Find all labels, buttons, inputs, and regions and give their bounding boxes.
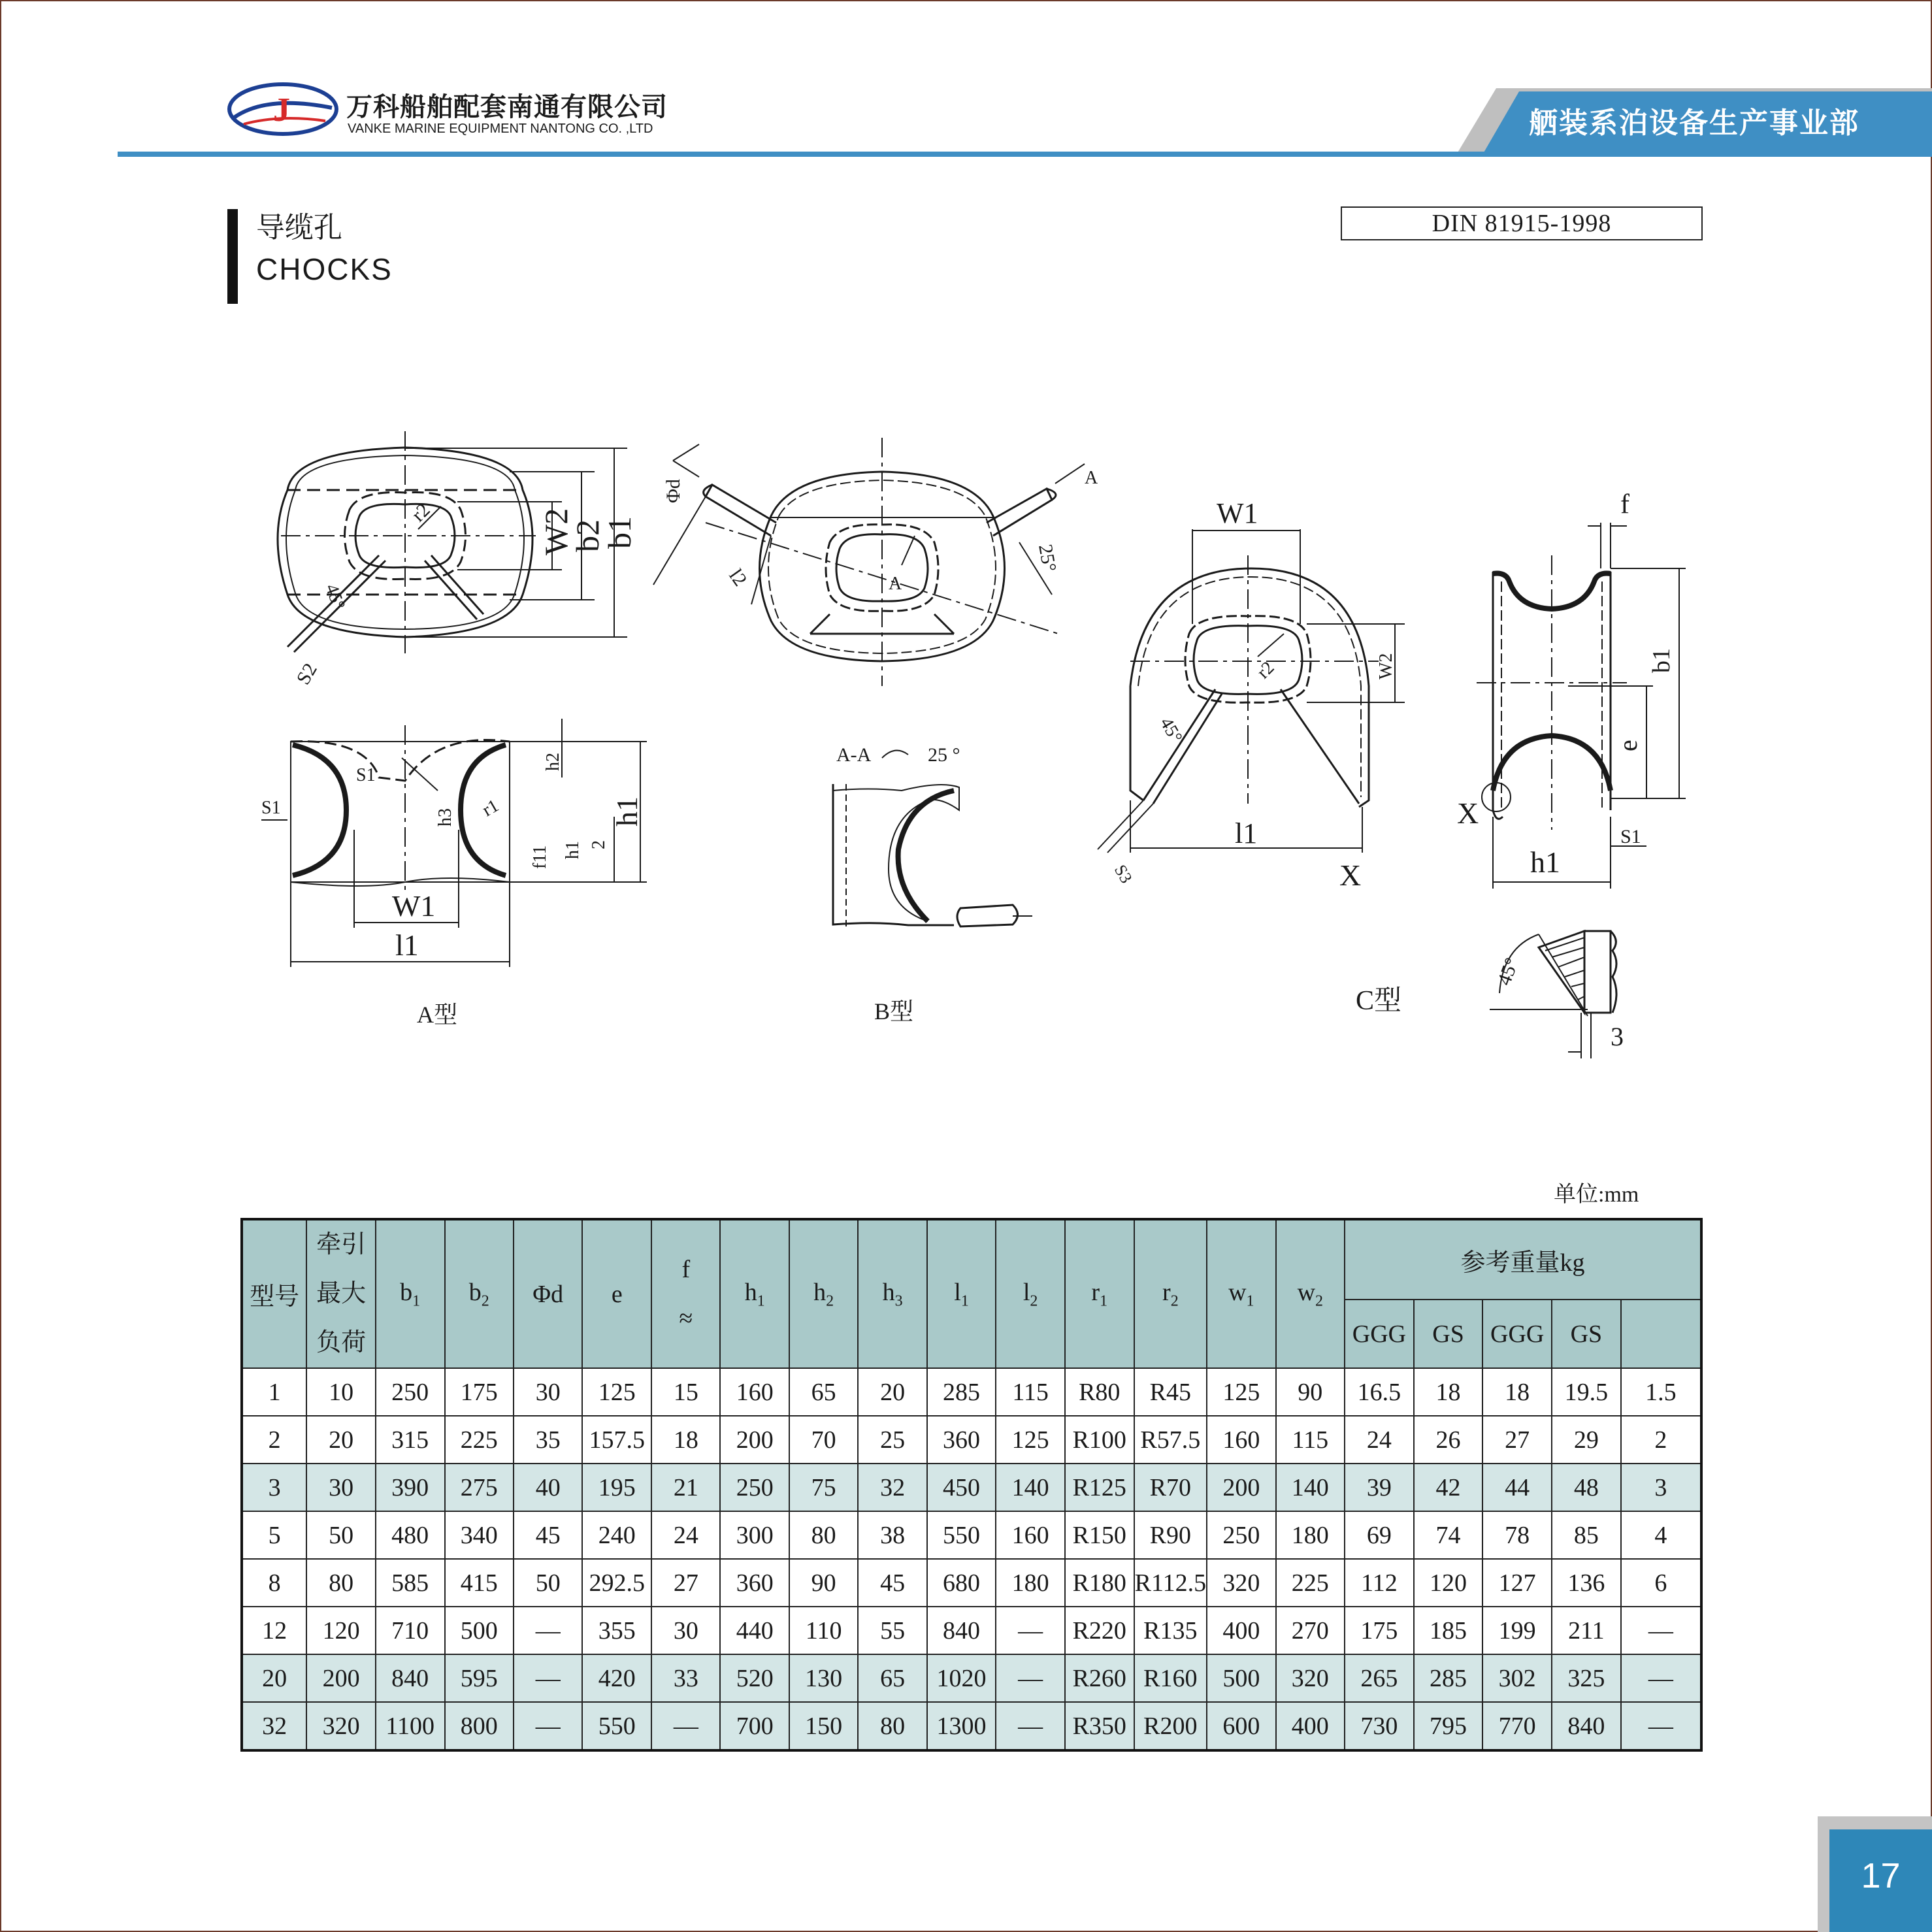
chocks-spec-table [240, 1218, 1703, 1752]
table-cell: R70 [1134, 1464, 1207, 1511]
table-cell: 285 [927, 1368, 996, 1416]
table-cell: 160 [996, 1511, 1064, 1559]
dim-l1-c: l1 [1235, 817, 1258, 849]
dim-e: e [1613, 740, 1643, 751]
table-row [242, 1559, 1701, 1607]
table-cell: 38 [858, 1511, 926, 1559]
table-row [242, 1464, 1701, 1511]
col-header-h2: $h_2$ [789, 1219, 858, 1368]
table-cell: 20 [306, 1416, 375, 1464]
table-cell: 415 [445, 1559, 514, 1607]
dim-b1: b1 [601, 516, 638, 549]
table-cell: 120 [306, 1607, 375, 1654]
table-cell: 16.5 [1345, 1368, 1414, 1416]
col-header-r2: $r_2$ [1134, 1219, 1207, 1368]
table-cell: 39 [1345, 1464, 1414, 1511]
table-cell: 40 [514, 1464, 582, 1511]
table-cell: 24 [651, 1511, 720, 1559]
type-a-side-view [261, 719, 647, 1028]
table-cell: 27 [1482, 1416, 1552, 1464]
table-cell: R160 [1134, 1654, 1207, 1702]
table-body [242, 1368, 1701, 1750]
table-cell: 32 [242, 1702, 306, 1750]
table-cell: 840 [927, 1607, 996, 1654]
table-cell: 270 [1276, 1607, 1345, 1654]
table-cell: 160 [720, 1368, 789, 1416]
table-cell: 400 [1207, 1607, 1275, 1654]
table-cell: 30 [514, 1368, 582, 1416]
dim-h1-a: h1 [610, 796, 644, 827]
table-cell: 3 [1621, 1464, 1701, 1511]
table-cell: 50 [514, 1559, 582, 1607]
table-cell: — [996, 1654, 1064, 1702]
dim-h1-half-num: h1 [563, 841, 583, 859]
table-cell: 320 [1207, 1559, 1275, 1607]
col-header-b2: $b_2$ [445, 1219, 514, 1368]
page-number: 17 [1861, 1856, 1901, 1895]
table-cell: 20 [242, 1654, 306, 1702]
table-cell: 20 [858, 1368, 926, 1416]
col-header-weight: 参考重量kg [1345, 1219, 1701, 1300]
table-cell: 1100 [376, 1702, 445, 1750]
table-cell: 800 [445, 1702, 514, 1750]
table-cell: 302 [1482, 1654, 1552, 1702]
table-cell: 80 [789, 1511, 858, 1559]
table-cell: 55 [858, 1607, 926, 1654]
table-cell: 125 [1207, 1368, 1275, 1416]
table-cell: R135 [1134, 1607, 1207, 1654]
table-cell: 125 [582, 1368, 651, 1416]
table-cell: 240 [582, 1511, 651, 1559]
dim-l2: l2 [725, 565, 751, 591]
table-cell: 30 [651, 1607, 720, 1654]
weld-detail-x [1490, 931, 1624, 1058]
dim-l1-a: l1 [395, 928, 419, 962]
table-cell: 24 [1345, 1416, 1414, 1464]
table-cell: 355 [582, 1607, 651, 1654]
table-cell: — [651, 1702, 720, 1750]
section-title-en: CHOCKS [256, 252, 393, 286]
dim-f11: f11 [530, 845, 550, 869]
table-cell: R350 [1065, 1702, 1134, 1750]
dim-s1-a2: S1 [356, 765, 376, 785]
col-header-max-load: 牵引 最大 负荷 [306, 1219, 375, 1368]
table-cell: 390 [376, 1464, 445, 1511]
table-cell: 27 [651, 1559, 720, 1607]
table-row [242, 1368, 1701, 1416]
section-title-cn: 导缆孔 [256, 211, 342, 244]
table-cell: 550 [927, 1511, 996, 1559]
table-cell: 8 [242, 1559, 306, 1607]
table-cell: 65 [789, 1368, 858, 1416]
table-cell: 500 [445, 1607, 514, 1654]
table-cell: 225 [445, 1416, 514, 1464]
dim-w2: W2 [538, 508, 574, 555]
dim-s1-a: S1 [261, 798, 281, 818]
dim-w1-c: W1 [1217, 497, 1258, 529]
table-cell: 30 [306, 1464, 375, 1511]
table-cell: 450 [927, 1464, 996, 1511]
dim-h3: h3 [435, 808, 455, 827]
table-cell: 15 [651, 1368, 720, 1416]
table-cell: 710 [376, 1607, 445, 1654]
table-cell: 74 [1414, 1511, 1482, 1559]
table-cell: 110 [789, 1607, 858, 1654]
table-cell: 48 [1552, 1464, 1621, 1511]
table-cell: 1 [242, 1368, 306, 1416]
col-header-h1: $h_1$ [720, 1219, 789, 1368]
table-cell: 12 [242, 1607, 306, 1654]
unit-label: 单位:mm [1554, 1183, 1639, 1207]
table-cell: 200 [1207, 1464, 1275, 1511]
dim-b1-c: b1 [1648, 648, 1675, 673]
table-cell: 5 [242, 1511, 306, 1559]
col-header-b1: $b_1$ [376, 1219, 445, 1368]
table-cell: 250 [720, 1464, 789, 1511]
col-header-w1: $w_1$ [1207, 1219, 1275, 1368]
table-cell: 595 [445, 1654, 514, 1702]
table-cell: 585 [376, 1559, 445, 1607]
table-cell: R90 [1134, 1511, 1207, 1559]
table-cell: R150 [1065, 1511, 1134, 1559]
table-cell: — [1621, 1607, 1701, 1654]
table-cell: 480 [376, 1511, 445, 1559]
company-name-cn: 万科船舶配套南通有限公司 [346, 92, 668, 122]
table-cell: 140 [1276, 1464, 1345, 1511]
table-row [242, 1511, 1701, 1559]
section-aa-25: 25 ° [928, 744, 960, 766]
table-cell: 4 [1621, 1511, 1701, 1559]
table-cell: R180 [1065, 1559, 1134, 1607]
col-header-gs-2: GS [1552, 1300, 1621, 1368]
title-marker [227, 209, 238, 304]
dim-r2-c: r2 [1253, 657, 1279, 683]
type-b-top-view [653, 438, 1098, 686]
table-cell: 199 [1482, 1607, 1552, 1654]
table-cell: 360 [720, 1559, 789, 1607]
table-cell: R200 [1134, 1702, 1207, 1750]
table-cell: 500 [1207, 1654, 1275, 1702]
table-cell: R100 [1065, 1416, 1134, 1464]
col-header-phid: Φd [514, 1219, 582, 1368]
table-cell: 130 [789, 1654, 858, 1702]
table-cell: 45 [514, 1511, 582, 1559]
col-header-l2: $l_2$ [996, 1219, 1064, 1368]
table-row [242, 1702, 1701, 1750]
table-cell: 2 [1621, 1416, 1701, 1464]
table-cell: 175 [1345, 1607, 1414, 1654]
table-cell: 285 [1414, 1654, 1482, 1702]
dim-45-a: 45° [321, 581, 349, 613]
table-cell: 420 [582, 1654, 651, 1702]
dim-h1-c: h1 [1530, 845, 1560, 879]
table-cell: 112 [1345, 1559, 1414, 1607]
dim-s1-c: S1 [1620, 826, 1641, 847]
label-x-side: X [1457, 796, 1479, 830]
table-cell: 26 [1414, 1416, 1482, 1464]
table-cell: 25 [858, 1416, 926, 1464]
table-cell: — [514, 1654, 582, 1702]
table-cell: — [996, 1702, 1064, 1750]
type-a-top-view [278, 431, 638, 689]
table-cell: 320 [306, 1702, 375, 1750]
table-cell: 700 [720, 1702, 789, 1750]
table-cell: 200 [720, 1416, 789, 1464]
table-cell: 320 [1276, 1654, 1345, 1702]
table-cell: 21 [651, 1464, 720, 1511]
table-cell: 275 [445, 1464, 514, 1511]
table-cell: 120 [1414, 1559, 1482, 1607]
table-cell: 6 [1621, 1559, 1701, 1607]
logo-letter: J [273, 91, 290, 129]
type-b-section-view [833, 744, 1032, 1024]
table-cell: 840 [1552, 1702, 1621, 1750]
dim-b2: b2 [569, 519, 606, 552]
table-cell: 150 [789, 1702, 858, 1750]
table-cell: 292.5 [582, 1559, 651, 1607]
caption-type-c: C型 [1356, 986, 1402, 1016]
col-header-e: e [582, 1219, 651, 1368]
table-cell: R112.5 [1134, 1559, 1207, 1607]
dim-r1: r1 [479, 795, 502, 821]
section-aa: A-A [836, 744, 872, 766]
table-cell: 50 [306, 1511, 375, 1559]
dim-25-b: 25° [1034, 542, 1060, 574]
label-x-c: X [1339, 859, 1362, 892]
col-header-ggg-1: GGG [1345, 1300, 1414, 1368]
caption-type-b: B型 [874, 998, 914, 1024]
col-header-type: 型号 [242, 1219, 306, 1368]
table-cell: 795 [1414, 1702, 1482, 1750]
col-header-f: f ≈ [651, 1219, 720, 1368]
table-cell: 85 [1552, 1511, 1621, 1559]
col-header-blank [1621, 1300, 1701, 1368]
dim-phid: Φd [663, 479, 684, 503]
table-cell: 44 [1482, 1464, 1552, 1511]
table-cell: 325 [1552, 1654, 1621, 1702]
table-cell: 195 [582, 1464, 651, 1511]
table-cell: 180 [996, 1559, 1064, 1607]
table-cell: 175 [445, 1368, 514, 1416]
table-cell: 115 [1276, 1416, 1345, 1464]
dim-h1-half-den: 2 [589, 840, 609, 849]
table-cell: R57.5 [1134, 1416, 1207, 1464]
dim-w2-c: W2 [1376, 653, 1396, 679]
table-cell: 90 [789, 1559, 858, 1607]
weld-angle: 45° [1493, 955, 1523, 989]
section-mark-a: A [1085, 468, 1098, 488]
caption-type-a: A型 [417, 1002, 457, 1028]
chocks-technical-drawing [248, 425, 1712, 1078]
table-cell: R45 [1134, 1368, 1207, 1416]
table-cell: 136 [1552, 1559, 1621, 1607]
company-name-en: VANKE MARINE EQUIPMENT NANTONG CO. ,LTD [348, 122, 653, 136]
table-cell: 80 [306, 1559, 375, 1607]
table-cell: 127 [1482, 1559, 1552, 1607]
table-cell: R260 [1065, 1654, 1134, 1702]
table-cell: 770 [1482, 1702, 1552, 1750]
table-row [242, 1416, 1701, 1464]
table-cell: 19.5 [1552, 1368, 1621, 1416]
table-cell: 1020 [927, 1654, 996, 1702]
table-cell: 400 [1276, 1702, 1345, 1750]
table-cell: R220 [1065, 1607, 1134, 1654]
table-cell: 45 [858, 1559, 926, 1607]
table-cell: 265 [1345, 1654, 1414, 1702]
dim-45-c: 45° [1155, 714, 1187, 747]
table-cell: — [996, 1607, 1064, 1654]
table-cell: 18 [1414, 1368, 1482, 1416]
table-cell: 115 [996, 1368, 1064, 1416]
table-cell: 160 [1207, 1416, 1275, 1464]
table-cell: 360 [927, 1416, 996, 1464]
type-c-side-view [1457, 489, 1686, 889]
table-cell: 65 [858, 1654, 926, 1702]
dim-h2: h2 [543, 753, 563, 771]
dim-r2: r2 [407, 499, 434, 526]
table-cell: 140 [996, 1464, 1064, 1511]
table-cell: — [1621, 1654, 1701, 1702]
table-cell: 33 [651, 1654, 720, 1702]
col-header-l1: $l_1$ [927, 1219, 996, 1368]
type-c-front-view [1098, 497, 1405, 1016]
table-cell: 340 [445, 1511, 514, 1559]
table-cell: 70 [789, 1416, 858, 1464]
table-cell: 600 [1207, 1702, 1275, 1750]
table-cell: 32 [858, 1464, 926, 1511]
table-cell: — [1621, 1702, 1701, 1750]
table-cell: 125 [996, 1416, 1064, 1464]
table-cell: — [514, 1607, 582, 1654]
table-cell: 730 [1345, 1702, 1414, 1750]
table-cell: 680 [927, 1559, 996, 1607]
table-cell: 211 [1552, 1607, 1621, 1654]
department-label: 舾装系泊设备生产事业部 [1529, 106, 1859, 140]
table-cell: 35 [514, 1416, 582, 1464]
standard-label: DIN 81915-1998 [1341, 206, 1703, 240]
table-cell: 10 [306, 1368, 375, 1416]
table-cell: 3 [242, 1464, 306, 1511]
col-header-r1: $r_1$ [1065, 1219, 1134, 1368]
table-cell: 90 [1276, 1368, 1345, 1416]
table-cell: 300 [720, 1511, 789, 1559]
table-cell: 520 [720, 1654, 789, 1702]
table-cell: 840 [376, 1654, 445, 1702]
table-cell: 1.5 [1621, 1368, 1701, 1416]
table-cell: 185 [1414, 1607, 1482, 1654]
header-divider [118, 152, 1932, 157]
table-cell: 80 [858, 1702, 926, 1750]
table-row [242, 1607, 1701, 1654]
table-cell: 157.5 [582, 1416, 651, 1464]
label-a: A [889, 574, 902, 594]
dim-w1-a: W1 [392, 889, 436, 923]
table-cell: — [514, 1702, 582, 1750]
col-header-w2: $w_2$ [1276, 1219, 1345, 1368]
table-cell: 550 [582, 1702, 651, 1750]
dim-s3: S3 [1110, 861, 1136, 887]
table-cell: 225 [1276, 1559, 1345, 1607]
dim-f: f [1620, 489, 1629, 519]
company-logo [227, 82, 338, 137]
table-cell: 18 [651, 1416, 720, 1464]
table-cell: 200 [306, 1654, 375, 1702]
col-header-gs-1: GS [1414, 1300, 1482, 1368]
weld-gap: 3 [1611, 1022, 1624, 1051]
table-cell: 250 [376, 1368, 445, 1416]
table-cell: 29 [1552, 1416, 1621, 1464]
table-cell: 1300 [927, 1702, 996, 1750]
table-row [242, 1654, 1701, 1702]
table-cell: R125 [1065, 1464, 1134, 1511]
table-cell: 315 [376, 1416, 445, 1464]
table-cell: 250 [1207, 1511, 1275, 1559]
table-cell: 2 [242, 1416, 306, 1464]
table-cell: R80 [1065, 1368, 1134, 1416]
dim-s2: S2 [292, 659, 321, 689]
table-cell: 180 [1276, 1511, 1345, 1559]
table-cell: 69 [1345, 1511, 1414, 1559]
table-cell: 18 [1482, 1368, 1552, 1416]
table-cell: 78 [1482, 1511, 1552, 1559]
col-header-h3: $h_3$ [858, 1219, 926, 1368]
col-header-ggg-2: GGG [1482, 1300, 1552, 1368]
table-cell: 75 [789, 1464, 858, 1511]
table-cell: 42 [1414, 1464, 1482, 1511]
table-cell: 440 [720, 1607, 789, 1654]
